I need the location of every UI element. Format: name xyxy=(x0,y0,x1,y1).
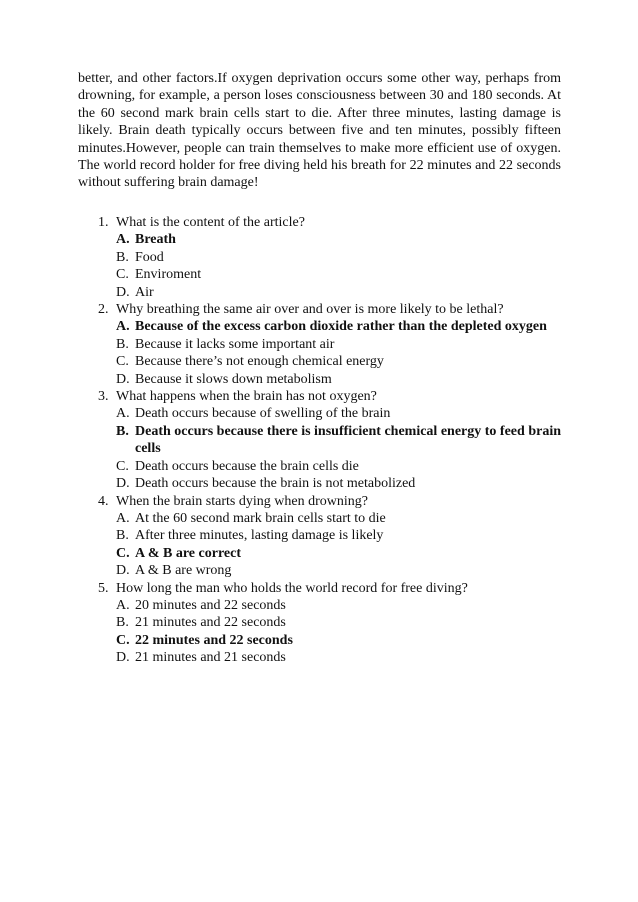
option-d xyxy=(116,562,561,579)
option-d xyxy=(116,284,561,301)
option-letter: D. xyxy=(116,284,130,300)
option-list xyxy=(116,318,561,388)
option-d xyxy=(116,475,561,492)
option-text: 21 minutes and 21 seconds xyxy=(135,650,286,666)
option-c xyxy=(116,266,561,283)
passage-text: better, and other factors.If oxygen deprivation occurs some other way, perhaps from drowning, for example, a person loses consciousness between 30 and 180 seconds. At the 60 second mark brain cells start to die. After three minutes, lasting damage is likely. Brain death typically occurs between five and ten minutes, possibly fifteen minutes.However, people can train themselves to make more efficient use of oxygen. The world record holder for free diving held his breath for 22 minutes and 22 seconds without suffering brain damage! xyxy=(78,71,561,191)
option-text: 20 minutes and 22 seconds xyxy=(135,597,286,613)
question-4 xyxy=(78,493,561,580)
question-5 xyxy=(78,580,561,667)
option-letter: B. xyxy=(116,423,129,439)
question-number: 1. xyxy=(98,215,109,230)
option-text: Death occurs because there is insufficient chemical energy to feed brain cells xyxy=(135,423,561,457)
option-d xyxy=(116,649,561,666)
question-text: Why breathing the same air over and over is more likely to be lethal? xyxy=(116,302,504,318)
option-b xyxy=(116,336,561,353)
option-a-correct xyxy=(116,318,561,335)
option-b xyxy=(116,527,561,544)
option-letter: A. xyxy=(116,597,130,613)
option-letter: A. xyxy=(116,406,130,422)
option-text: 22 minutes and 22 seconds xyxy=(135,632,293,648)
option-letter: C. xyxy=(116,267,129,283)
option-letter: C. xyxy=(116,545,130,561)
question-text: What happens when the brain has not oxygen? xyxy=(116,389,377,405)
option-letter: C. xyxy=(116,458,129,474)
option-a xyxy=(116,597,561,614)
option-text: 21 minutes and 22 seconds xyxy=(135,615,286,631)
option-a xyxy=(116,510,561,527)
option-text: Air xyxy=(135,284,154,300)
option-letter: C. xyxy=(116,354,129,370)
option-b xyxy=(116,249,561,266)
option-text: Death occurs because of swelling of the brain xyxy=(135,406,391,422)
option-text: Breath xyxy=(135,232,176,248)
option-list xyxy=(116,597,561,667)
option-letter: A. xyxy=(116,232,130,248)
question-number: 5. xyxy=(98,580,109,596)
option-letter: D. xyxy=(116,563,130,579)
option-text: Death occurs because the brain is not metabolized xyxy=(135,476,416,492)
option-c xyxy=(116,458,561,475)
option-letter: A. xyxy=(116,510,130,526)
option-letter: D. xyxy=(116,371,130,387)
question-text: What is the content of the article? xyxy=(116,215,305,230)
question-text: How long the man who holds the world record for free diving? xyxy=(116,580,468,596)
option-c xyxy=(116,353,561,370)
option-letter: B. xyxy=(116,249,129,265)
option-text: At the 60 second mark brain cells start to die xyxy=(135,510,386,526)
question-number: 3. xyxy=(98,389,109,405)
option-b xyxy=(116,614,561,631)
question-2 xyxy=(78,301,561,388)
option-text: A & B are correct xyxy=(135,545,241,561)
option-letter: B. xyxy=(116,528,129,544)
option-text: A & B are wrong xyxy=(135,563,232,579)
option-text: Because it slows down metabolism xyxy=(135,371,332,387)
option-a xyxy=(116,405,561,422)
option-a-correct xyxy=(116,231,561,248)
option-letter: B. xyxy=(116,336,129,352)
option-c-correct xyxy=(116,632,561,649)
question-list xyxy=(78,214,561,667)
option-text: Because there’s not enough chemical energy xyxy=(135,354,384,370)
option-text: After three minutes, lasting damage is likely xyxy=(135,528,384,544)
option-list xyxy=(116,231,561,301)
option-letter: B. xyxy=(116,615,129,631)
option-text: Because of the excess carbon dioxide rather than the depleted oxygen xyxy=(135,319,547,335)
option-text: Death occurs because the brain cells die xyxy=(135,458,359,474)
option-list xyxy=(116,510,561,580)
option-letter: C. xyxy=(116,632,130,648)
option-text: Enviroment xyxy=(135,267,202,283)
option-letter: A. xyxy=(116,319,130,335)
question-text: When the brain starts dying when drowning? xyxy=(116,493,368,509)
question-3 xyxy=(78,388,561,492)
question-number: 4. xyxy=(98,493,109,509)
option-b-correct xyxy=(116,423,561,458)
option-text: Because it lacks some important air xyxy=(135,336,335,352)
option-letter: D. xyxy=(116,650,130,666)
option-list xyxy=(116,405,561,492)
option-d xyxy=(116,371,561,388)
question-number: 2. xyxy=(98,302,109,318)
option-letter: D. xyxy=(116,476,130,492)
option-c-correct xyxy=(116,545,561,562)
option-text: Food xyxy=(135,249,164,265)
question-1 xyxy=(78,214,561,301)
